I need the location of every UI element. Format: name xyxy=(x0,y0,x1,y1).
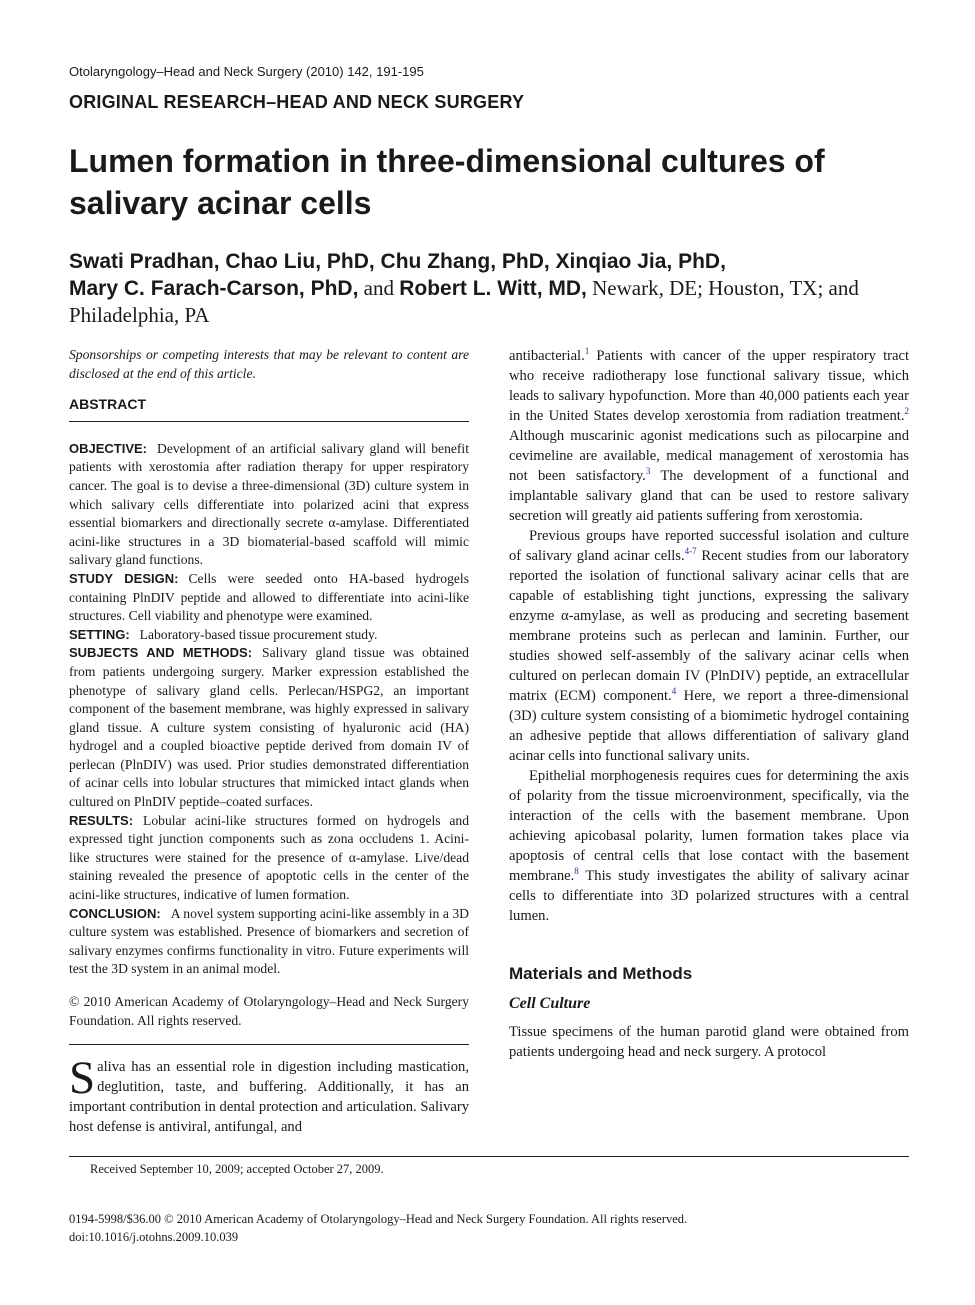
abstract-results xyxy=(69,812,469,905)
body-paragraph xyxy=(509,766,909,926)
article-title xyxy=(69,140,929,224)
objective-label: OBJECTIVE: xyxy=(69,440,148,456)
reference-link[interactable]: 4-7 xyxy=(684,546,697,557)
study-design-label: STUDY DESIGN: xyxy=(69,570,179,586)
reference-link[interactable]: 8 xyxy=(574,866,579,877)
author-name: Xinqiao Jia, PhD, xyxy=(555,250,726,273)
right-column xyxy=(509,346,909,1062)
title-line-2: salivary acinar cells xyxy=(69,185,372,221)
title-line-1: Lumen formation in three-dimensional cultures of xyxy=(69,143,825,179)
drop-cap: S xyxy=(69,1052,96,1105)
abstract-study-design xyxy=(69,570,469,626)
author-name: Chu Zhang, PhD, xyxy=(380,250,556,273)
body-text: Epithelial morphogenesis requires cues for determining the axis of polarity from the tissue microenvironment, specifically, via the interaction of the cells with the basement membrane. Upon achieving apicobasal polarity, lumen formation takes place via apoptosis of central cells that lose contact with the basement membrane. xyxy=(509,768,909,884)
body-text: The development of a functional and implantable salivary gland that can be used to restore salivary secretion will greatly aid patients suffering from xerostomia. xyxy=(509,468,909,524)
methods-paragraph: Tissue specimens of the human parotid gland were obtained from patients undergoing head and neck surgery. A protocol xyxy=(509,1024,909,1060)
footnote-divider xyxy=(69,1156,909,1157)
journal-citation: Otolaryngology–Head and Neck Surgery (2010) 142, 191-195 xyxy=(69,64,424,79)
author-locations: Newark, DE; Houston, TX; and Philadelphia, PA xyxy=(69,276,859,327)
body-text: Previous groups have reported successful isolation and culture of salivary gland acinar cells. xyxy=(509,528,909,564)
intro-paragraph-start xyxy=(69,1052,469,1137)
section-label: ORIGINAL RESEARCH–HEAD AND NECK SURGERY xyxy=(69,92,525,112)
body-text: Recent studies from our laboratory reported the isolation of functional salivary acinar cells that are capable of establishing tight junctions, expressing the salivary enzyme α-amylase, as well as producing and secreting basement membrane proteins such as perlecan and laminin. Further, our studies showed self-assembly of the salivary acinar cells when cultured on perlecan domain IV (PlnDIV) peptide, an extracellular matrix (ECM) component. xyxy=(509,548,910,704)
setting-text: Laboratory-based tissue procurement study. xyxy=(139,626,378,642)
doi-link[interactable]: doi:10.1016/j.otohns.2009.10.039 xyxy=(69,1230,239,1244)
body-paragraph xyxy=(509,346,909,526)
left-column xyxy=(69,346,469,1137)
body-paragraph xyxy=(509,526,909,766)
abstract-heading: ABSTRACT xyxy=(69,395,469,422)
conclusion-label: CONCLUSION: xyxy=(69,905,161,921)
methods-text: Salivary gland tissue was obtained from patients undergoing surgery. Marker expression established the phenotype of salivary gland cells. Perlecan/HSPG2, an important component of the basement membrane, was highly expressed in salivary gland tissue. A culture system consisting of hyaluronic acid (HA) hydrogel and a coupled bioactive peptide derived from domain IV of perlecan (PlnDIV) was used. Prior studies demonstrated differentiation of acinar cells into lobular structures that mimicked intact glands when cultured on PlnDIV peptide–coated surfaces. xyxy=(69,645,469,810)
author-name: Robert L. Witt, MD, xyxy=(399,277,587,300)
received-dates: Received September 10, 2009; accepted October 27, 2009. xyxy=(90,1162,384,1176)
results-text: Lobular acini-like structures formed on hydrogels and expressed tight junction components such as zona occludens 1. Acini-like structures were stained for the presence of α-amylase. Live/dead staining revealed the presence of apoptotic cells in the center of the acini-like structures, indicative of lumen formation. xyxy=(69,812,469,903)
objective-text: Development of an artificial salivary gland will benefit patients with xerostomia after radiation therapy for upper respiratory cancer. The goal is to devise a three-dimensional (3D) culture system in which salivary cells differentiate into polarized acini that express essential biomarkers and directionally secrete α-amylase. Differentiated acini-like structures in a 3D biomaterial-based scaffold will mimic salivary gland functions. xyxy=(69,440,469,568)
author-name: Chao Liu, PhD, xyxy=(225,250,381,273)
abstract-objective xyxy=(69,440,469,570)
body-text: Patients with cancer of the upper respiratory tract who receive radiotherapy lose functional salivary tissue, which leads to salivary hypofunction. More than 40,000 patients each year in the United States develop xerostomia from radiation treatment. xyxy=(509,348,909,424)
author-name: Swati Pradhan, xyxy=(69,250,226,273)
body-text: This study investigates the ability of salivary acinar cells to differentiate into 3D polarized structures with a central lumen. xyxy=(509,868,909,924)
methods-heading: Materials and Methods xyxy=(509,964,693,983)
author-list xyxy=(69,248,939,329)
reference-link[interactable]: 3 xyxy=(645,466,651,477)
disclosure-note: Sponsorships or competing interests that may be relevant to content are disclosed at the end of this article. xyxy=(69,347,469,381)
reference-link[interactable]: 4 xyxy=(671,686,677,697)
intro-text: aliva has an essential role in digestion including mastication, deglutition, taste, and buffering. Additionally, it has an important contribution in dental protection and articulation. Salivary host defense is antiviral, antifungal, and xyxy=(69,1059,469,1136)
body-text: Here, we report a three-dimensional (3D) culture system consisting of a biomimetic hydrogel containing an adhesive peptide that allows differentiation of salivary gland acinar cells into functional salivary units. xyxy=(509,688,909,764)
results-label: RESULTS: xyxy=(69,812,134,828)
study-design-text: Cells were seeded onto HA-based hydrogels containing PlnDIV peptide and allowed to differentiate into acini-like structures. Cell viability and phenotype were examined. xyxy=(69,570,469,624)
body-text: Although muscarinic agonist medications such as pilocarpine and cevimeline are available, medical management of xerostomia has not been satisfactory. xyxy=(509,428,909,484)
abstract-setting xyxy=(69,626,469,645)
body-text: antibacterial. xyxy=(509,348,585,364)
abstract-conclusion xyxy=(69,905,469,979)
conclusion-text: A novel system supporting acini-like assembly in a 3D culture system was established. Presence of biomarkers and secretion of salivary enzymes confirms functionality in vitro. Future experiments will test the 3D system in an animal model. xyxy=(69,905,469,977)
issn-line: 0194-5998/$36.00 © 2010 American Academy of Otolaryngology–Head and Neck Surgery Foundation. All rights reserved. xyxy=(69,1212,688,1226)
author-name: Mary C. Farach-Carson, PhD, xyxy=(69,277,359,300)
abstract-methods xyxy=(69,644,469,811)
methods-label: SUBJECTS AND METHODS: xyxy=(69,645,253,661)
abstract-copyright: © 2010 American Academy of Otolaryngology–Head and Neck Surgery Foundation. All rights reserved. xyxy=(69,994,469,1028)
cell-culture-subheading: Cell Culture xyxy=(509,995,591,1012)
abstract-divider xyxy=(69,1044,469,1045)
reference-link[interactable]: 2 xyxy=(904,406,909,417)
publication-info xyxy=(69,1210,687,1246)
author-conjunction: and xyxy=(358,276,400,300)
reference-link[interactable]: 1 xyxy=(584,346,590,357)
setting-label: SETTING: xyxy=(69,626,130,642)
